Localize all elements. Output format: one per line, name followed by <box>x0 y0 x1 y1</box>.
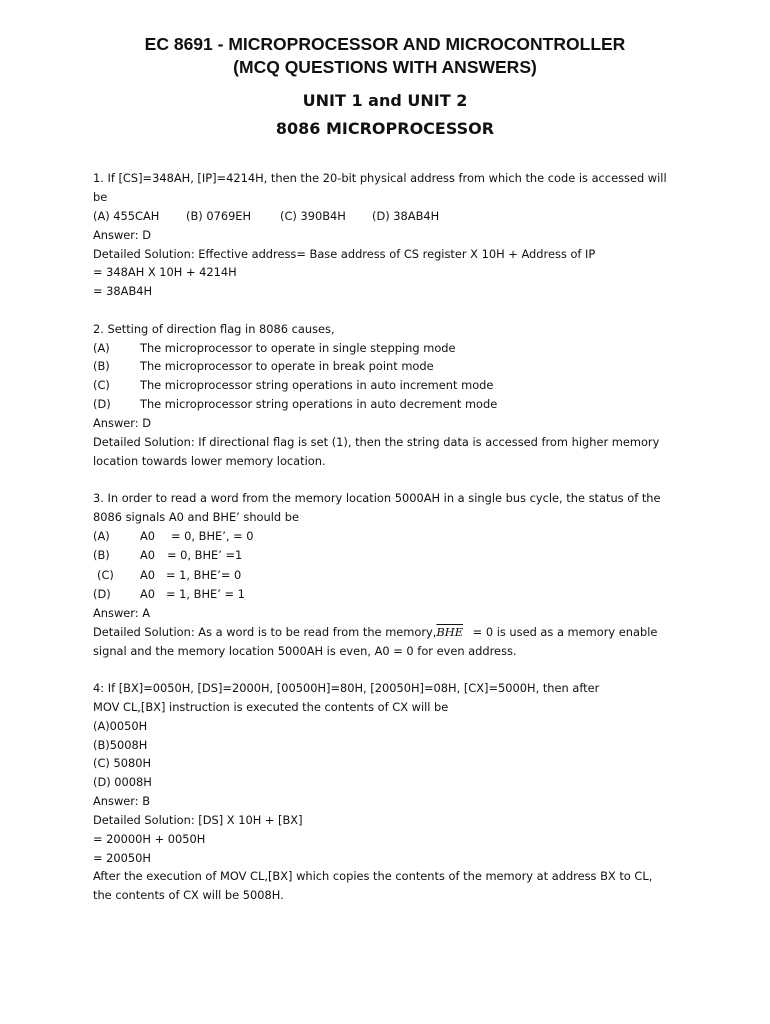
question-3-option-c-signal: A0 <box>140 568 156 582</box>
question-1-solution-line: = 38AB4H <box>93 284 153 298</box>
question-3-option-b-signal: A0 <box>140 548 156 562</box>
question-3-solution-text-cont: = 0 is used as a memory enable <box>472 625 658 639</box>
question-4-text: 4: If [BX]=0050H, [DS]=2000H, [00500H]=80H, [20050H]=08H, [CX]=5000H, then after <box>93 681 600 695</box>
question-4-text-cont: MOV CL,[BX] instruction is executed the contents of CX will be <box>93 700 449 714</box>
question-4-solution-line: Detailed Solution: [DS] X 10H + [BX] <box>93 813 303 827</box>
question-2-option-b-label: (B) <box>93 359 110 373</box>
question-3-option-a-signal: A0 <box>140 529 156 543</box>
question-3-option-a-label: (A) <box>93 529 110 543</box>
question-3-answer: Answer: A <box>93 606 151 620</box>
question-1-text-cont: be <box>93 190 108 204</box>
question-3-option-d-signal: A0 <box>140 587 156 601</box>
unit-heading: UNIT 1 and UNIT 2 <box>302 91 468 110</box>
question-1-text: 1. If [CS]=348AH, [IP]=4214H, then the 20-bit physical address from which the code is accessed will <box>93 171 667 185</box>
question-4-option-a: (A)0050H <box>93 719 148 733</box>
question-2-option-d-label: (D) <box>93 397 111 411</box>
question-1-option-d: (D) 38AB4H <box>372 209 440 223</box>
question-1-option-a: (A) 455CAH <box>93 209 160 223</box>
question-1-option-c: (C) 390B4H <box>280 209 346 223</box>
question-2-solution-line: Detailed Solution: If directional flag is set (1), then the string data is accessed from higher memory <box>93 435 660 449</box>
question-2-option-a-text: The microprocessor to operate in single stepping mode <box>140 341 456 355</box>
bhe-overline-symbol: $\overline{BHE}$ <box>436 625 464 639</box>
question-2-option-b-text: The microprocessor to operate in break point mode <box>140 359 434 373</box>
question-3-option-c-value: = 1, BHE’= 0 <box>166 568 242 582</box>
question-4-option-c: (C) 5080H <box>93 756 152 770</box>
question-3-option-d-value: = 1, BHE’ = 1 <box>166 587 245 601</box>
question-4-option-d: (D) 0008H <box>93 775 152 789</box>
question-2-option-c-label: (C) <box>93 378 110 392</box>
topic-heading: 8086 MICROPROCESSOR <box>275 119 495 138</box>
document-title: EC 8691 - MICROPROCESSOR AND MICROCONTROLLER <box>144 34 626 54</box>
question-2-option-a-label: (A) <box>93 341 110 355</box>
question-3-solution-line: signal and the memory location 5000AH is even, A0 = 0 for even address. <box>93 644 517 658</box>
document-subtitle: (MCQ QUESTIONS WITH ANSWERS) <box>233 57 537 77</box>
question-3-option-b-value: = 0, BHE’ =1 <box>167 548 243 562</box>
question-4-solution-line: = 20050H <box>93 851 151 865</box>
question-1-solution-line: Detailed Solution: Effective address= Base address of CS register X 10H + Address of IP <box>93 247 596 261</box>
question-3-text-cont: 8086 signals A0 and BHE’ should be <box>93 510 299 524</box>
question-3-solution-text: Detailed Solution: As a word is to be read from the memory, <box>93 625 437 639</box>
question-2-option-d-text: The microprocessor string operations in auto decrement mode <box>140 397 498 411</box>
question-2-option-c-text: The microprocessor string operations in auto increment mode <box>140 378 494 392</box>
question-4-solution-line: = 20000H + 0050H <box>93 832 206 846</box>
question-3-option-c-label: (C) <box>97 568 114 582</box>
question-4-answer: Answer: B <box>93 794 151 808</box>
question-2-text: 2. Setting of direction flag in 8086 causes, <box>93 322 335 336</box>
question-1-solution-line: = 348AH X 10H + 4214H <box>93 265 237 279</box>
question-3-text: 3. In order to read a word from the memory location 5000AH in a single bus cycle, the status of the <box>93 491 661 505</box>
question-3-option-b-label: (B) <box>93 548 110 562</box>
question-3-option-a-value: = 0, BHE’, = 0 <box>171 529 254 543</box>
question-3-option-d-label: (D) <box>93 587 111 601</box>
question-1-option-b: (B) 0769EH <box>186 209 252 223</box>
question-3-solution-line <box>93 625 657 639</box>
question-2-solution-line: location towards lower memory location. <box>93 454 326 468</box>
question-4-solution-line: the contents of CX will be 5008H. <box>93 888 284 902</box>
question-4-solution-line: After the execution of MOV CL,[BX] which copies the contents of the memory at address BX to CL, <box>93 869 653 883</box>
question-4-option-b: (B)5008H <box>93 738 148 752</box>
question-1-answer: Answer: D <box>93 228 151 242</box>
question-2-answer: Answer: D <box>93 416 151 430</box>
